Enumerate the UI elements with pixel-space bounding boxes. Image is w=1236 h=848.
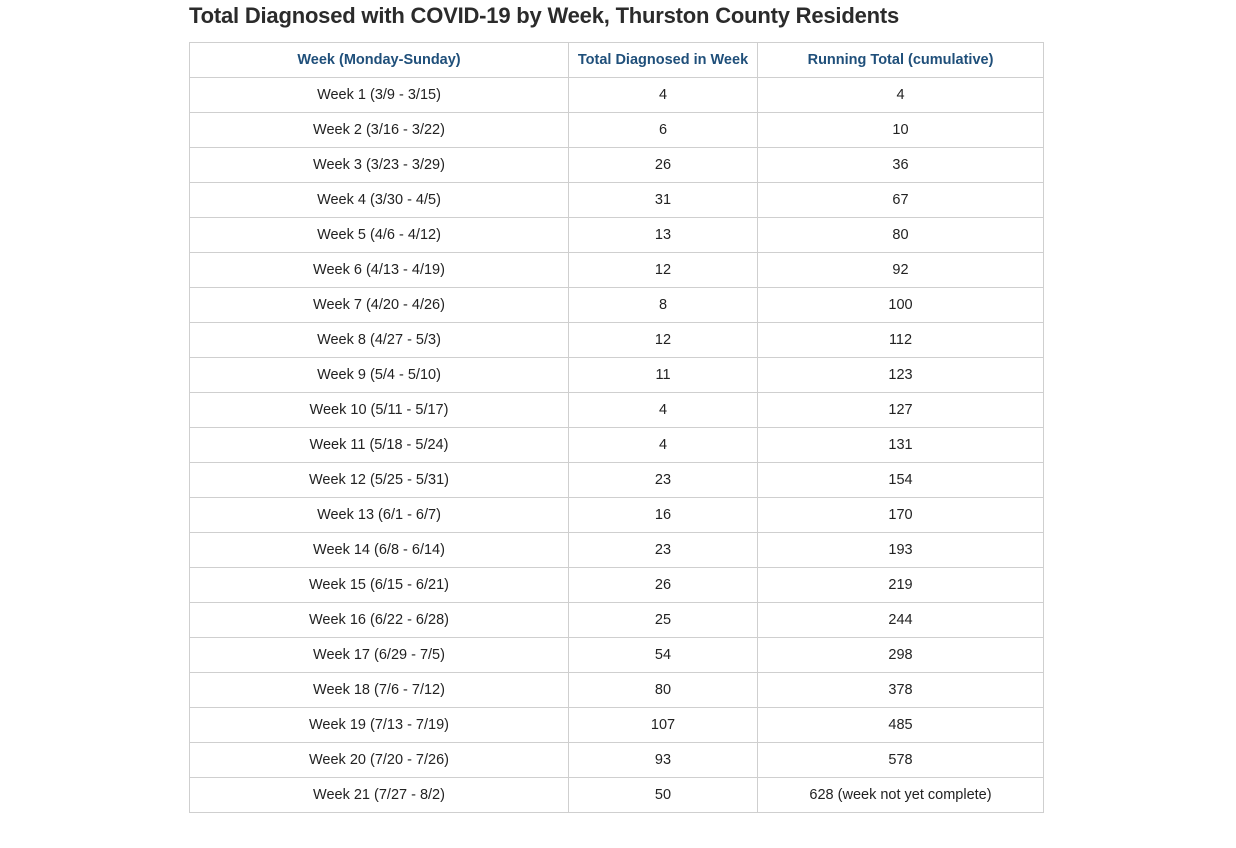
running-total-cell: 131 [758, 428, 1044, 463]
table-row [190, 358, 1044, 393]
total-diagnosed-cell: 80 [569, 673, 758, 708]
week-cell: Week 15 (6/15 - 6/21) [190, 568, 569, 603]
total-diagnosed-cell: 16 [569, 498, 758, 533]
week-cell: Week 12 (5/25 - 5/31) [190, 463, 569, 498]
running-total-cell: 170 [758, 498, 1044, 533]
running-total-cell: 154 [758, 463, 1044, 498]
table-row [190, 533, 1044, 568]
total-diagnosed-cell: 4 [569, 393, 758, 428]
table-row [190, 428, 1044, 463]
table-row [190, 498, 1044, 533]
running-total-cell: 485 [758, 708, 1044, 743]
running-total-cell: 10 [758, 113, 1044, 148]
table-header [190, 43, 1044, 78]
total-diagnosed-cell: 23 [569, 533, 758, 568]
table-row [190, 568, 1044, 603]
table-row [190, 253, 1044, 288]
total-diagnosed-cell: 50 [569, 778, 758, 813]
running-total-cell: 578 [758, 743, 1044, 778]
week-cell: Week 13 (6/1 - 6/7) [190, 498, 569, 533]
week-cell: Week 8 (4/27 - 5/3) [190, 323, 569, 358]
week-cell: Week 6 (4/13 - 4/19) [190, 253, 569, 288]
total-diagnosed-cell: 54 [569, 638, 758, 673]
header-total-diagnosed: Total Diagnosed in Week [569, 43, 758, 78]
total-diagnosed-cell: 8 [569, 288, 758, 323]
week-cell: Week 16 (6/22 - 6/28) [190, 603, 569, 638]
total-diagnosed-cell: 4 [569, 428, 758, 463]
running-total-cell: 298 [758, 638, 1044, 673]
week-cell: Week 2 (3/16 - 3/22) [190, 113, 569, 148]
table-row [190, 218, 1044, 253]
table-row [190, 183, 1044, 218]
week-cell: Week 21 (7/27 - 8/2) [190, 778, 569, 813]
week-cell: Week 7 (4/20 - 4/26) [190, 288, 569, 323]
page-title: Total Diagnosed with COVID-19 by Week, Thurston County Residents [189, 3, 900, 28]
running-total-cell: 219 [758, 568, 1044, 603]
table-row [190, 743, 1044, 778]
total-diagnosed-cell: 13 [569, 218, 758, 253]
running-total-cell: 67 [758, 183, 1044, 218]
week-cell: Week 17 (6/29 - 7/5) [190, 638, 569, 673]
total-diagnosed-cell: 23 [569, 463, 758, 498]
running-total-cell: 112 [758, 323, 1044, 358]
total-diagnosed-cell: 12 [569, 253, 758, 288]
week-cell: Week 10 (5/11 - 5/17) [190, 393, 569, 428]
header-row [190, 43, 1044, 78]
running-total-cell: 36 [758, 148, 1044, 183]
running-total-cell: 92 [758, 253, 1044, 288]
table-row [190, 288, 1044, 323]
total-diagnosed-cell: 12 [569, 323, 758, 358]
total-diagnosed-cell: 26 [569, 568, 758, 603]
table-row [190, 603, 1044, 638]
table-row [190, 778, 1044, 813]
running-total-cell: 628 (week not yet complete) [758, 778, 1044, 813]
table-row [190, 78, 1044, 113]
header-running-total: Running Total (cumulative) [758, 43, 1044, 78]
table-row [190, 113, 1044, 148]
running-total-cell: 80 [758, 218, 1044, 253]
week-cell: Week 19 (7/13 - 7/19) [190, 708, 569, 743]
week-cell: Week 14 (6/8 - 6/14) [190, 533, 569, 568]
covid-weekly-table [189, 42, 1044, 813]
running-total-cell: 193 [758, 533, 1044, 568]
total-diagnosed-cell: 4 [569, 78, 758, 113]
total-diagnosed-cell: 107 [569, 708, 758, 743]
running-total-cell: 100 [758, 288, 1044, 323]
table-row [190, 148, 1044, 183]
week-cell: Week 20 (7/20 - 7/26) [190, 743, 569, 778]
table-row [190, 673, 1044, 708]
table-row [190, 708, 1044, 743]
running-total-cell: 378 [758, 673, 1044, 708]
page-content [189, 0, 1043, 803]
week-cell: Week 18 (7/6 - 7/12) [190, 673, 569, 708]
header-week: Week (Monday-Sunday) [190, 43, 569, 78]
week-cell: Week 3 (3/23 - 3/29) [190, 148, 569, 183]
total-diagnosed-cell: 11 [569, 358, 758, 393]
running-total-cell: 4 [758, 78, 1044, 113]
table-row [190, 463, 1044, 498]
week-cell: Week 4 (3/30 - 4/5) [190, 183, 569, 218]
total-diagnosed-cell: 25 [569, 603, 758, 638]
running-total-cell: 123 [758, 358, 1044, 393]
week-cell: Week 5 (4/6 - 4/12) [190, 218, 569, 253]
week-cell: Week 1 (3/9 - 3/15) [190, 78, 569, 113]
week-cell: Week 11 (5/18 - 5/24) [190, 428, 569, 463]
table-row [190, 393, 1044, 428]
total-diagnosed-cell: 93 [569, 743, 758, 778]
total-diagnosed-cell: 31 [569, 183, 758, 218]
week-cell: Week 9 (5/4 - 5/10) [190, 358, 569, 393]
table-row [190, 638, 1044, 673]
total-diagnosed-cell: 26 [569, 148, 758, 183]
running-total-cell: 127 [758, 393, 1044, 428]
running-total-cell: 244 [758, 603, 1044, 638]
total-diagnosed-cell: 6 [569, 113, 758, 148]
table-row [190, 323, 1044, 358]
table-body [190, 78, 1044, 813]
